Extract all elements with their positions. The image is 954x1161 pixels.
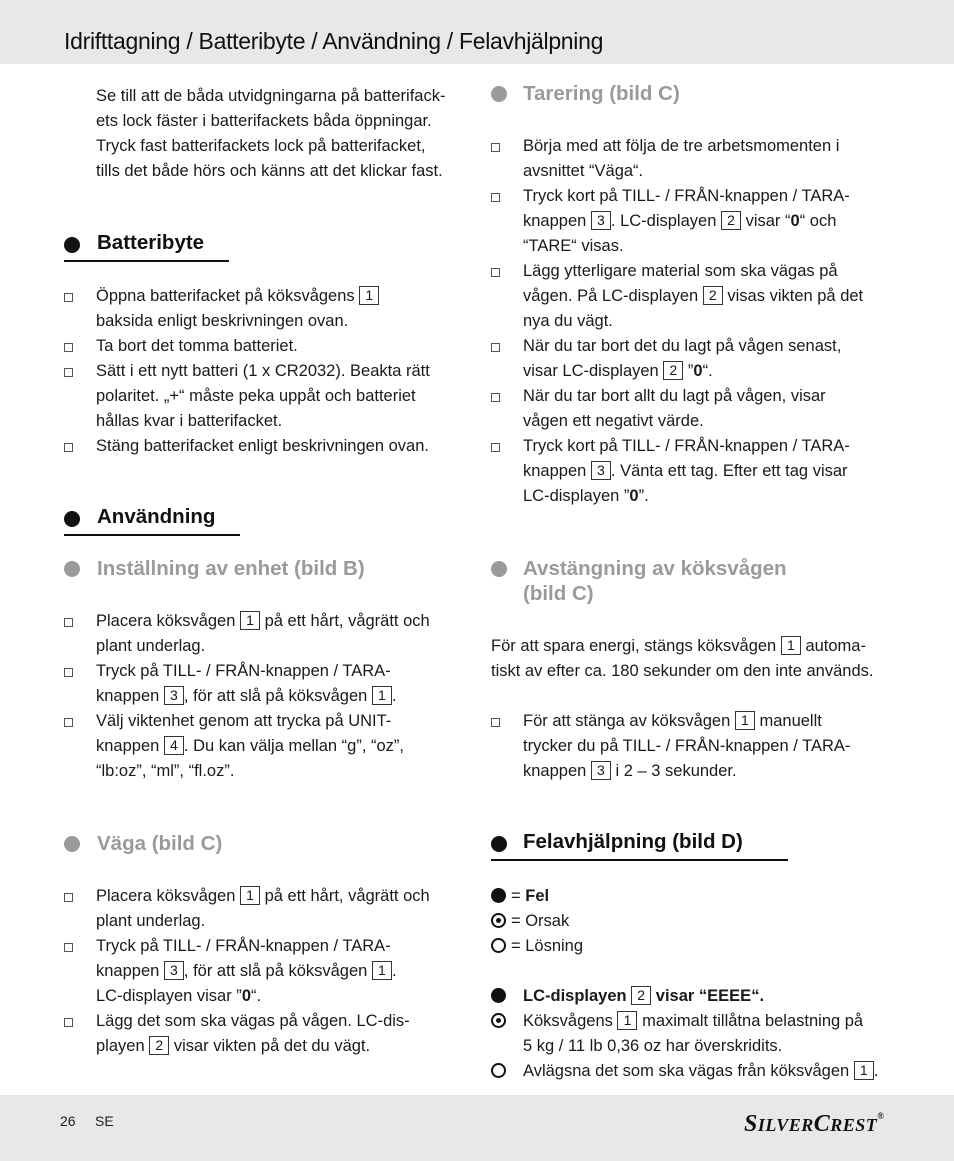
heading-tarering: Tarering (bild C): [523, 82, 680, 105]
legend-fel: [511, 884, 549, 909]
step-text: Tryck på TILL- / FRÅN-knappen / TARA-: [96, 937, 391, 955]
legend-orsak: = Orsak: [511, 912, 570, 930]
fault-filled-circle-icon: [491, 888, 506, 903]
step-text: [96, 684, 397, 709]
step-text: avsnittet “Väga“.: [523, 162, 644, 180]
checkbox-bullet-icon: [491, 443, 500, 452]
text-run: ”: [687, 362, 694, 380]
text-run: Köksvågens: [523, 1012, 613, 1030]
logo-letters: ®: [877, 1111, 885, 1121]
text-run: 0: [241, 987, 251, 1005]
checkbox-bullet-icon: [64, 343, 73, 352]
checkbox-bullet-icon: [64, 718, 73, 727]
text-run: Fel: [525, 887, 550, 905]
intro-line: tills det både hörs och känns att det klickar fast.: [96, 162, 443, 180]
heading-felavhjalpning: Felavhjälpning (bild D): [523, 830, 743, 853]
text-run: =: [511, 887, 521, 905]
section-bullet-icon: [491, 836, 507, 852]
heading-avstangning: (bild C): [523, 582, 594, 605]
solution-ring-icon: [491, 938, 506, 953]
subsection-bullet-icon: [64, 836, 80, 852]
heading-vaga: Väga (bild C): [97, 832, 223, 855]
step-text: Tryck på TILL- / FRÅN-knappen / TARA-: [96, 662, 391, 680]
part-ref: 1: [240, 886, 260, 905]
paragraph-text: [491, 634, 866, 659]
part-ref: 1: [854, 1061, 874, 1080]
legend-losning: = Lösning: [511, 937, 584, 955]
section-bullet-icon: [64, 511, 80, 527]
checkbox-bullet-icon: [64, 293, 73, 302]
text-run: . Du kan välja mellan “g”, “oz”,: [183, 737, 404, 755]
text-run: Öppna batterifacket på köksvågens: [96, 287, 355, 305]
checkbox-bullet-icon: [491, 718, 500, 727]
step-text: [523, 359, 713, 384]
heading-anvandning: Användning: [97, 505, 216, 528]
text-run: “.: [251, 987, 262, 1005]
part-ref: 2: [149, 1036, 169, 1055]
step-text: baksida enligt beskrivningen ovan.: [96, 312, 349, 330]
text-run: knappen: [523, 212, 587, 230]
part-ref: 2: [721, 211, 741, 230]
part-ref: 3: [164, 686, 184, 705]
logo-letters: S: [744, 1111, 758, 1137]
text-run: .: [391, 687, 397, 705]
intro-line: Se till att de båda utvidgningarna på batterifack-: [96, 87, 446, 105]
fault-filled-circle-icon: [491, 988, 506, 1003]
step-text: [523, 459, 848, 484]
text-run: , för att slå på köksvågen: [183, 687, 368, 705]
paragraph-text: tiskt av efter ca. 180 sekunder om den inte används.: [491, 662, 874, 680]
checkbox-bullet-icon: [64, 618, 73, 627]
checkbox-bullet-icon: [491, 268, 500, 277]
part-ref: 2: [663, 361, 683, 380]
step-text: hållas kvar i batterifacket.: [96, 412, 283, 430]
text-run: , för att slå på köksvågen: [183, 962, 368, 980]
part-ref: 4: [164, 736, 184, 755]
step-text: Lägg det som ska vägas på vågen. LC-dis-: [96, 1012, 410, 1030]
step-text: [523, 209, 836, 234]
step-text: Börja med att följa de tre arbetsmomenten i: [523, 137, 840, 155]
logo-letters: C: [813, 1111, 831, 1137]
part-ref: 3: [164, 961, 184, 980]
step-text: [96, 959, 397, 984]
text-run: LC-displayen ”: [523, 487, 630, 505]
heading-underline: [64, 534, 240, 536]
text-run: visar “: [745, 212, 791, 230]
heading-underline: [491, 859, 788, 861]
part-ref: 3: [591, 211, 611, 230]
part-ref: 1: [240, 611, 260, 630]
section-bullet-icon: [64, 237, 80, 253]
text-run: Placera köksvågen: [96, 887, 236, 905]
step-text: “TARE“ visas.: [523, 237, 624, 255]
checkbox-bullet-icon: [64, 1018, 73, 1027]
checkbox-bullet-icon: [491, 193, 500, 202]
step-text: [96, 884, 430, 909]
checkbox-bullet-icon: [64, 668, 73, 677]
subsection-bullet-icon: [64, 561, 80, 577]
text-run: manuellt: [759, 712, 822, 730]
step-text: trycker du på TILL- / FRÅN-knappen / TARA-: [523, 737, 851, 755]
text-run: . Vänta ett tag. Efter ett tag visar: [610, 462, 848, 480]
checkbox-bullet-icon: [64, 368, 73, 377]
text-run: på ett hårt, vågrätt och: [264, 612, 430, 630]
language-code: SE: [95, 1113, 114, 1129]
cause-target-circle-icon: [491, 913, 506, 928]
text-run: För att stänga av köksvågen: [523, 712, 731, 730]
text-run: “.: [702, 362, 713, 380]
step-text: Lägg ytterligare material som ska vägas på: [523, 262, 838, 280]
checkbox-bullet-icon: [64, 943, 73, 952]
step-text: plant underlag.: [96, 637, 206, 655]
text-run: “ och: [799, 212, 837, 230]
heading-avstangning: Avstängning av köksvågen: [523, 557, 787, 580]
intro-line: Tryck fast batterifackets lock på batterifacket,: [96, 137, 426, 155]
text-run: .: [391, 962, 397, 980]
step-text: Ta bort det tomma batteriet.: [96, 337, 298, 355]
subsection-bullet-icon: [491, 86, 507, 102]
text-run: LC-displayen visar ”: [96, 987, 242, 1005]
text-run: på ett hårt, vågrätt och: [264, 887, 430, 905]
text-run: . LC-displayen: [610, 212, 717, 230]
part-ref: 2: [631, 986, 651, 1005]
part-ref: 1: [372, 686, 392, 705]
text-run: 0: [693, 362, 703, 380]
step-text: Tryck kort på TILL- / FRÅN-knappen / TARA-: [523, 187, 850, 205]
text-run: Placera köksvågen: [96, 612, 236, 630]
part-ref: 1: [372, 961, 392, 980]
part-ref: 3: [591, 761, 611, 780]
logo-letters: REST: [830, 1115, 878, 1135]
step-text: Tryck kort på TILL- / FRÅN-knappen / TARA-: [523, 437, 850, 455]
checkbox-bullet-icon: [491, 393, 500, 402]
checkbox-bullet-icon: [64, 893, 73, 902]
page-number: 26: [60, 1113, 76, 1129]
checkbox-bullet-icon: [64, 443, 73, 452]
step-text: När du tar bort det du lagt på vågen senast,: [523, 337, 842, 355]
text-run: knappen: [523, 462, 587, 480]
text-run: 0: [629, 487, 639, 505]
step-text: [96, 734, 404, 759]
part-ref: 1: [735, 711, 755, 730]
text-run: i 2 – 3 sekunder.: [615, 762, 737, 780]
page-title: Idrifttagning / Batteribyte / Användning / Felavhjälpning: [64, 28, 604, 54]
heading-batteribyte: Batteribyte: [97, 231, 205, 254]
text-run: visas vikten på det: [727, 287, 864, 305]
text-run: .: [873, 1062, 879, 1080]
step-text: plant underlag.: [96, 912, 206, 930]
step-text: Sätt i ett nytt batteri (1 x CR2032). Beakta rätt: [96, 362, 430, 380]
text-run: knappen: [523, 762, 587, 780]
step-text: [96, 984, 261, 1009]
checkbox-bullet-icon: [491, 143, 500, 152]
text-run: ”.: [638, 487, 649, 505]
subsection-bullet-icon: [491, 561, 507, 577]
text-run: knappen: [96, 687, 160, 705]
solution-text: [523, 1059, 878, 1084]
text-run: knappen: [96, 737, 160, 755]
step-text: [523, 759, 737, 784]
intro-line: ets lock fäster i batterifackets båda öppningar.: [96, 112, 432, 130]
part-ref: 3: [591, 461, 611, 480]
step-text: Välj viktenhet genom att trycka på UNIT-: [96, 712, 392, 730]
step-text: polaritet. „+“ måste peka uppåt och batteriet: [96, 387, 416, 405]
text-run: LC-displayen: [523, 987, 627, 1005]
step-text: [96, 1034, 370, 1059]
heading-underline: [64, 260, 229, 262]
step-text: vågen ett negativt värde.: [523, 412, 704, 430]
cause-text: [523, 1009, 863, 1034]
text-run: För att spara energi, stängs köksvågen: [491, 637, 777, 655]
text-run: automa-: [805, 637, 866, 655]
step-text: [523, 284, 863, 309]
solution-ring-icon: [491, 1063, 506, 1078]
step-text: “lb:oz”, “ml”, “fl.oz”.: [96, 762, 235, 780]
checkbox-bullet-icon: [491, 343, 500, 352]
cause-text: 5 kg / 11 lb 0,36 oz har överskridits.: [523, 1037, 783, 1055]
heading-installning: Inställning av enhet (bild B): [97, 557, 365, 580]
step-text: [523, 709, 822, 734]
text-run: Avlägsna det som ska vägas från köksvågen: [523, 1062, 850, 1080]
step-text: Stäng batterifacket enligt beskrivningen ovan.: [96, 437, 429, 455]
text-run: visar vikten på det du vägt.: [173, 1037, 371, 1055]
text-run: visar “EEEE“.: [655, 987, 765, 1005]
part-ref: 1: [617, 1011, 637, 1030]
step-text: [96, 284, 379, 309]
text-run: maximalt tillåtna belastning på: [642, 1012, 864, 1030]
text-run: knappen: [96, 962, 160, 980]
cause-target-circle-icon: [491, 1013, 506, 1028]
fault-text: [523, 984, 764, 1009]
part-ref: 1: [781, 636, 801, 655]
silvercrest-logo: [744, 1111, 885, 1138]
logo-letters: ILVER: [757, 1115, 814, 1135]
text-run: 0: [790, 212, 800, 230]
part-ref: 2: [703, 286, 723, 305]
text-run: visar LC-displayen: [523, 362, 659, 380]
step-text: När du tar bort allt du lagt på vågen, visar: [523, 387, 826, 405]
step-text: nya du vägt.: [523, 312, 613, 330]
text-run: vågen. På LC-displayen: [523, 287, 699, 305]
step-text: [96, 609, 430, 634]
text-run: playen: [96, 1037, 145, 1055]
part-ref: 1: [359, 286, 379, 305]
step-text: [523, 484, 649, 509]
